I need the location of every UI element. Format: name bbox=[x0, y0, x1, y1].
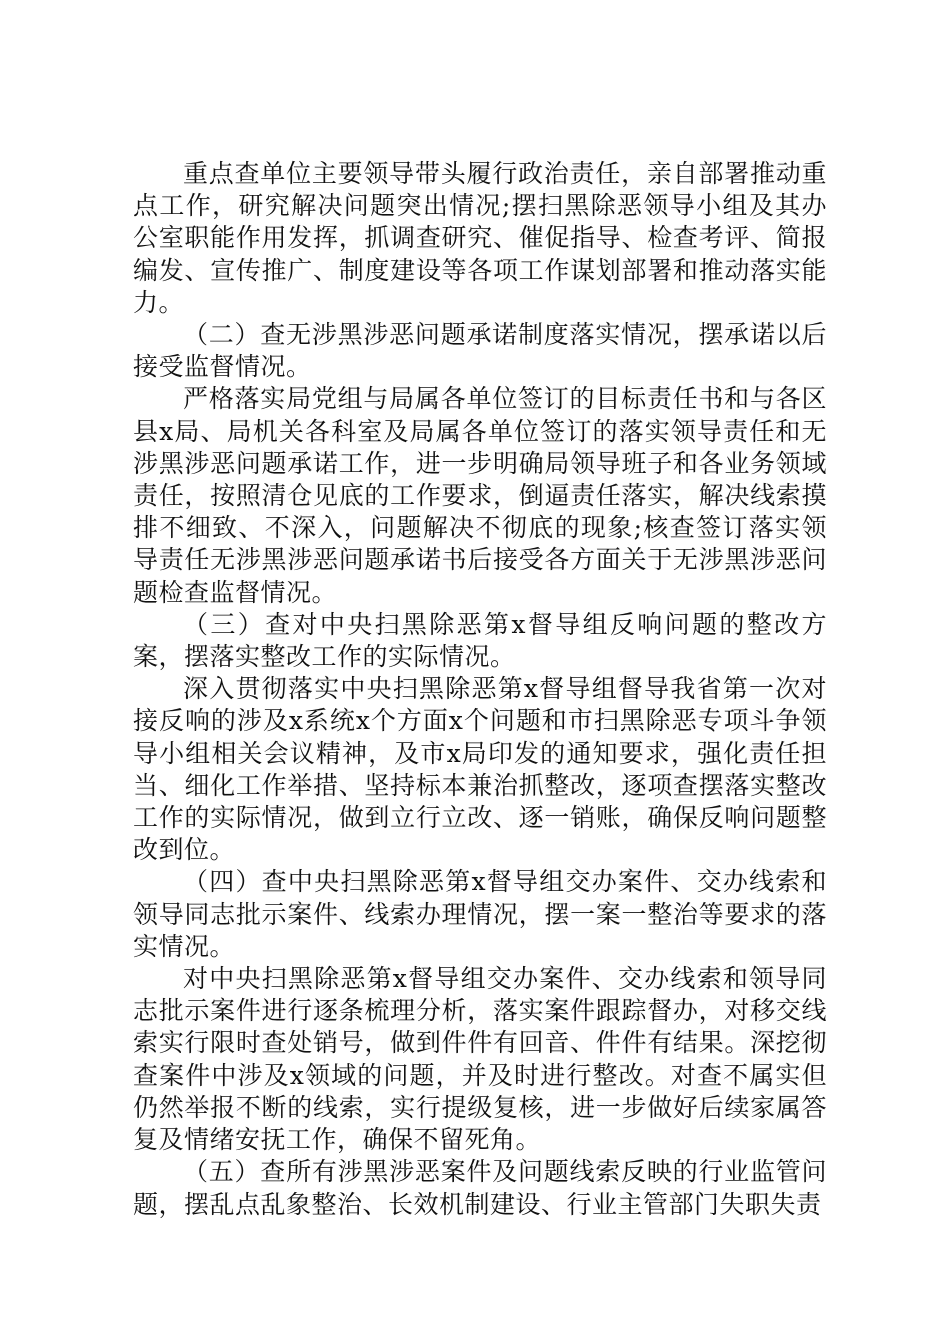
paragraph-section-2: 严格落实局党组与局属各单位签订的目标责任书和与各区县x局、局机关各科室及局属各单位签订的落实领导责任和无涉黑涉恶问题承诺工作，进一步明确局领导班子和各业务领域责任，按照清仓见底的工作要求，倒逼责任落实，解决线索摸排不细致、不深入，问题解决不彻底的现象;核查签订落实领导责任无涉黑涉恶问题承诺书后接受各方面关于无涉黑涉恶问题检查监督情况。 bbox=[133, 384, 827, 607]
heading-section-5: （五）查所有涉黑涉恶案件及问题线索反映的行业监管问题，摆乱点乱象整治、长效机制建设、行业主管部门失职失责 bbox=[133, 1157, 827, 1219]
paragraph-section-4: 对中央扫黑除恶第x督导组交办案件、交办线索和领导同志批示案件进行逐条梳理分析，落实案件跟踪督办，对移交线索实行限时查处销号，做到件件有回音、件件有结果。深挖彻查案件中涉及x领域的问题，并及时进行整改。对查不属实但仍然举报不断的线索，实行提级复核，进一步做好后续家属答复及情绪安抚工作，确保不留死角。 bbox=[133, 964, 827, 1155]
document-body bbox=[133, 158, 827, 1221]
heading-section-2: （二）查无涉黑涉恶问题承诺制度落实情况，摆承诺以后接受监督情况。 bbox=[133, 320, 827, 382]
paragraph-section-3: 深入贯彻落实中央扫黑除恶第x督导组督导我省第一次对接反响的涉及x系统x个方面x个问题和市扫黑除恶专项斗争领导小组相关会议精神，及市x局印发的通知要求，强化责任担当、细化工作举措、坚持标本兼治抓整改，逐项查摆落实整改工作的实际情况，做到立行立改、逐一销账，确保反响问题整改到位。 bbox=[133, 674, 827, 865]
heading-section-4: （四）查中央扫黑除恶第x督导组交办案件、交办线索和领导同志批示案件、线索办理情况，摆一案一整治等要求的落实情况。 bbox=[133, 867, 827, 961]
heading-section-3: （三）查对中央扫黑除恶第x督导组反响问题的整改方案，摆落实整改工作的实际情况。 bbox=[133, 609, 827, 672]
paragraph-key-points: 重点查单位主要领导带头履行政治责任，亲自部署推动重点工作，研究解决问题突出情况;摆扫黑除恶领导小组及其办公室职能作用发挥，抓调查研究、催促指导、检查考评、简报编发、宣传推广、制度建设等各项工作谋划部署和推动落实能力。 bbox=[133, 159, 827, 317]
